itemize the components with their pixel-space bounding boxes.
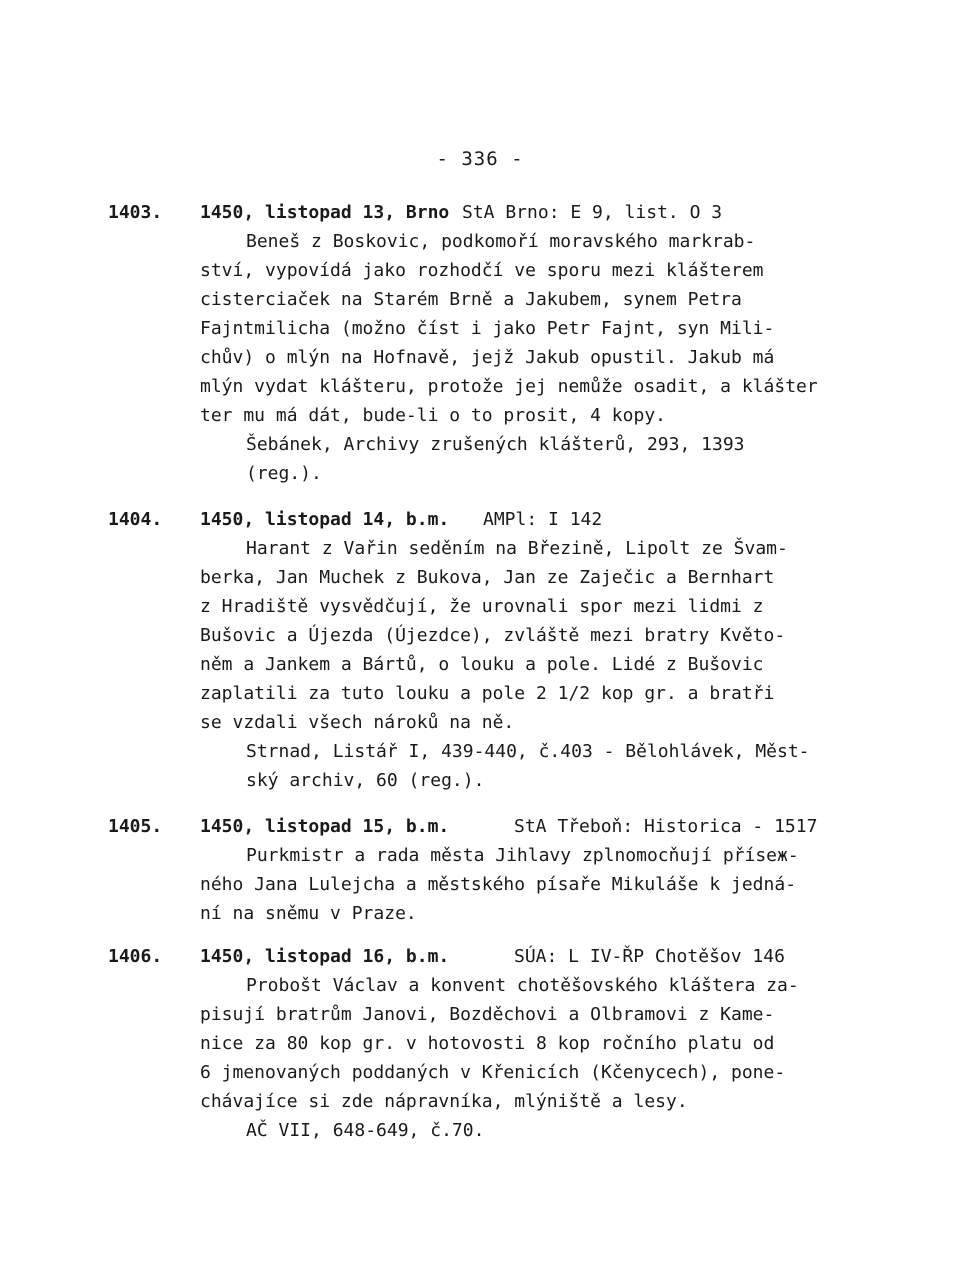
- body-line: Purkmistr a rada města Jihlavy zplnomocňují příseж-: [246, 845, 799, 866]
- entry-date: 1450, listopad 13, Brno: [200, 202, 450, 223]
- entry-header: [200, 198, 723, 227]
- citation-line: Šebánek, Archivy zrušených klášterů, 293, 1393: [246, 434, 745, 455]
- body-line: nice za 80 kop gr. v hotovosti 8 kop ročního platu od: [200, 1033, 775, 1054]
- body-line: chův) o mlýn na Hofnavě, jejž Jakub opustil. Jakub má: [200, 347, 775, 368]
- entry-body: [200, 971, 799, 1145]
- body-line: pisují bratrům Janovi, Bozděchovi a Olbramovi z Kame-: [200, 1004, 775, 1025]
- entry-source: StA Třeboň: Historica - 1517: [514, 816, 818, 837]
- body-line: Harant z Vařin seděním na Březině, Lipolt ze Švam-: [246, 538, 788, 559]
- entry-date: 1450, listopad 15, b.m.: [200, 816, 450, 837]
- entry-body: [200, 227, 818, 488]
- entry-number: 1406.: [108, 946, 163, 967]
- entry-source: SÚA: L IV-ŘP Chotěšov 146: [514, 946, 785, 967]
- body-line: berka, Jan Muchek z Bukova, Jan ze Zaječic a Bernhart: [200, 567, 775, 588]
- entry-number: 1403.: [108, 202, 163, 223]
- entry-body: [200, 841, 799, 928]
- entry-header: [200, 505, 603, 534]
- entry-number: 1405.: [108, 816, 163, 837]
- body-line: chávajíce si zde nápravníka, mlýniště a lesy.: [200, 1091, 688, 1112]
- body-line: zaplatili za tuto louku a pole 2 1/2 kop gr. a bratři: [200, 683, 775, 704]
- entry-date: 1450, listopad 16, b.m.: [200, 946, 450, 967]
- entry-header: [200, 812, 818, 841]
- body-line: ství, vypovídá jako rozhodčí ve sporu mezi klášterem: [200, 260, 764, 281]
- body-line: ného Jana Lulejcha a městského písaře Mikuláše k jedná-: [200, 874, 797, 895]
- body-line: cisterciaček na Starém Brně a Jakubem, synem Petra: [200, 289, 742, 310]
- entry-header: [200, 942, 785, 971]
- citation-line: (reg.).: [246, 463, 322, 484]
- body-line: ter mu má dát, bude-li o to prosit, 4 kopy.: [200, 405, 666, 426]
- body-line: 6 jmenovaných poddaných v Křenicích (Kčenycech), pone-: [200, 1062, 786, 1083]
- citation-line: Strnad, Listář I, 439-440, č.403 - Bělohlávek, Měst-: [246, 741, 810, 762]
- body-line: mlýn vydat klášteru, protože jej nemůže osadit, a klášter: [200, 376, 818, 397]
- entry-body: [200, 534, 810, 795]
- body-line: Bušovic a Újezda (Újezdce), zvláště mezi bratry Květo-: [200, 625, 786, 646]
- body-line: ní na sněmu v Praze.: [200, 903, 417, 924]
- body-line: Probošt Václav a konvent chotěšovského kláštera za-: [246, 975, 799, 996]
- body-line: Fajntmilicha (možno číst i jako Petr Fajnt, syn Mili-: [200, 318, 775, 339]
- body-line: něm a Jankem a Bártů, o louku a pole. Lidé z Bušovic: [200, 654, 764, 675]
- entry-number: 1404.: [108, 509, 163, 530]
- page-number: - 336 -: [436, 148, 524, 170]
- citation-line: ský archiv, 60 (reg.).: [246, 770, 485, 791]
- body-line: Beneš z Boskovic, podkomoří moravského markrab-: [246, 231, 756, 252]
- entry-source: AMPl: I 142: [483, 509, 603, 530]
- body-line: z Hradiště vysvědčují, že urovnali spor mezi lidmi z: [200, 596, 764, 617]
- entry-date: 1450, listopad 14, b.m.: [200, 509, 450, 530]
- citation-line: AČ VII, 648-649, č.70.: [246, 1120, 485, 1141]
- body-line: se vzdali všech nároků na ně.: [200, 712, 515, 733]
- entry-source: StA Brno: E 9, list. O 3: [462, 202, 723, 223]
